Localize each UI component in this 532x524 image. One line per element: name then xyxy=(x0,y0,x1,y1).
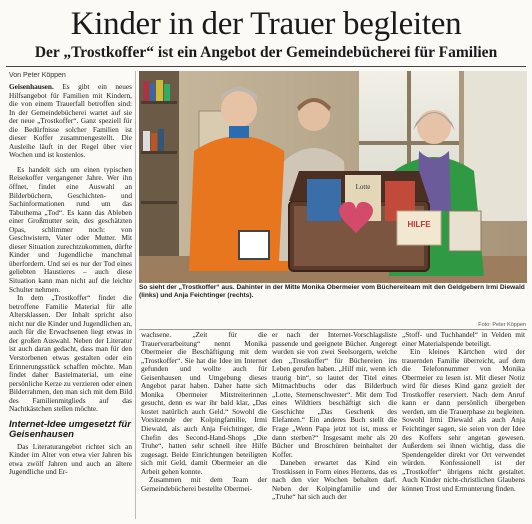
paragraph: er nach der Internet-Vorschlagsliste passende und geeignete Bücher. Angeregt wurden sie von zwei Seelsorgern, welche den „Trostkoffer“ für Büchereien ins Leben gerufen haben. „Hilf mir, wenn ich traurig bin“, so lautet der Titel eines Mitmachbuchs oder das Bilderbuch „Lotte, Sternenschwester“. Mit dem Tod eines Wildtiers beschäftigt sich die Geschichte „Das Geschenk des Elefanten.“ Ein anderes Buch stellt die Frage „Wenn Papa jetzt tot ist, muss er dann sterben?“ Insgesamt mehr als 20 Bücher und Broschüren beinhaltet der Koffer. xyxy=(272,331,397,459)
photo-book-title-hilfe: HILFE xyxy=(407,220,431,229)
byline: Von Peter Köppen xyxy=(9,72,66,79)
caption-rule xyxy=(139,329,527,330)
paragraph: Das Literaturangebot richtet sich an Kinder im Alter von etwa vier Jahren bis etwa zwölf Jahren und auch an ältere Jugendliche und Er- xyxy=(9,441,132,477)
headline: Kinder in der Trauer begleiten xyxy=(70,6,462,42)
article-column-4 xyxy=(402,331,525,521)
intro-paragraph xyxy=(9,83,132,160)
photo-caption xyxy=(139,284,527,300)
paragraph: Ein kleines Kärtchen wird der trauernden Familie überreicht, auf dem die Telefonnummer von Monika Obermeier zu lesen ist. Mit dieser Notiz wird für dieses Kind ganz gezielt der Trostkoffer reserviert. Nach dem Anruf kann er dann persönlich übergeben werden, um die Trauerphase zu begleiten. Sowohl Irmi Diewald als auch Anja Feichtinger sagen, sie seien von der Idee des Koffers sehr angetan gewesen. Außerdem sei ihnen wichtig, dass die Spendengelder direkt vor Ort verwendet würden. Konfessionell ist der „Trostkoffer“ übrigens nicht gestaltet. Auch Kinder nicht-christlichen Glaubens können Trost und Ermunterung finden. xyxy=(402,347,525,493)
column-divider xyxy=(135,71,136,519)
photo-book-title-lotte: Lotte xyxy=(355,183,371,191)
paragraph: In dem „Trostkoffer“ findet die betroffene Familie Material für alle Altersklassen. Der Inhalt spricht also nicht nur die Kinder und Jugendlichen an, auch für die Erwachsenen liegt etwas in der großen Auswahl. Neben der Literatur ist auch daran gedacht, dass man für den Verstorbenen etwas gestalten oder ein Erinnerungsstück schaffen möchte. Man findet daher Bastelmaterial, um eine persönliche Kerze zu verzieren oder einen Bilderrahmen, den man sich mit dem Bild des Familienmitglieds auf das Nachtkästchen stellen möchte. xyxy=(9,293,132,414)
dateline: Geisenhausen. xyxy=(9,83,54,91)
crosshead: Internet-Idee umgesetzt für Geisenhausen xyxy=(9,418,131,440)
paragraph: „Stoff- und Tuchhandel“ in Velden mit einer Materialspende beteiligt. xyxy=(402,331,525,348)
paragraph: Zusammen mit dem Team der Gemeindebücherei bestellte Obermei- xyxy=(141,475,267,493)
paragraph: Es handelt sich um einen typischen Reisekoffer vergangener Jahre. Wer ihn öffnet, findet eine Auswahl an Bilderbüchern, Geschichten- und Sachinformationen rund um das Tabuthema „Tod“. Es kann das Ableben einer Großmutter sein, des geschätzten Opas, schlimmer noch: von Geschwistern, Vater oder Mutter. Mit dieser Situation zurechtzukommen, dürfte Kinder und Jugendliche manchmal überfordern. Und sei es nur der Tod eines geliebten Haustieres – auch diese Situation kann man nicht auf die leichte Schulter nehmen. xyxy=(9,164,132,294)
article-photo xyxy=(139,71,527,283)
intro-text: Es gibt ein neues Hilfsangebot für Familien mit Kindern, die von einem Trauerfall betroffen sind: In der Gemeindebücherei wartet auf sie der neue „Trostkoffer“. Ganz speziell für die Bedürfnisse solcher Familien ist dieser Koffer zusammengestellt. Die Ausleihe läuft in der Regel über vier Wochen und ist kostenlos. xyxy=(9,83,132,160)
article-column-3 xyxy=(272,331,397,521)
header-rule xyxy=(6,66,526,67)
paragraph: wachsene. „Zeit für die Trauerverarbeitung“ nennt Monika Obermeier die Beschäftigung mit dem „Trostkoffer“. Sie hat die Idee im Internet gefunden und wollte auch für Geisenhausen und Umgebung dieses Angebot parat haben. Daher hatte sich Monika Obermeier Mitstreiterinnen gesucht, denn es war ihr bald klar, „Das kostet natürlich auch Geld.“ Sowohl die Vorsitzende der Kolpingfamilie, Irmi Diewald, als auch Anja Feichtinger, die Chefin des Second-Hand-Shops „Die Truhe“, hatten sehr schnell ihre Hilfe zugesagt. Beide Einrichtungen beteiligten sich mit Geld, damit Obermeier an die Arbeit gehen konnte. xyxy=(141,331,267,476)
subheadline: Der „Trostkoffer“ ist ein Angebot der Gemeindebücherei für Familien xyxy=(34,44,498,61)
article-column-2 xyxy=(141,331,267,521)
article-column-1 xyxy=(9,83,132,520)
paragraph: Daneben erwartet das Kind ein Trostkissen in Form eines Herzens, das es nach den vier Wochen behalten darf. Neben der Kolpingfamilie und der „Truhe“ hat sich auch der xyxy=(272,458,397,502)
photo-credit: Foto: Peter Köppen xyxy=(478,322,526,328)
caption-text: So sieht der „Trostkoffer“ aus. Dahinter in der Mitte Monika Obermeier vom Büchereiteam mit den Geldgebern Irmi Diewald (links) und Anja Feichtinger (rechts). xyxy=(139,284,525,300)
